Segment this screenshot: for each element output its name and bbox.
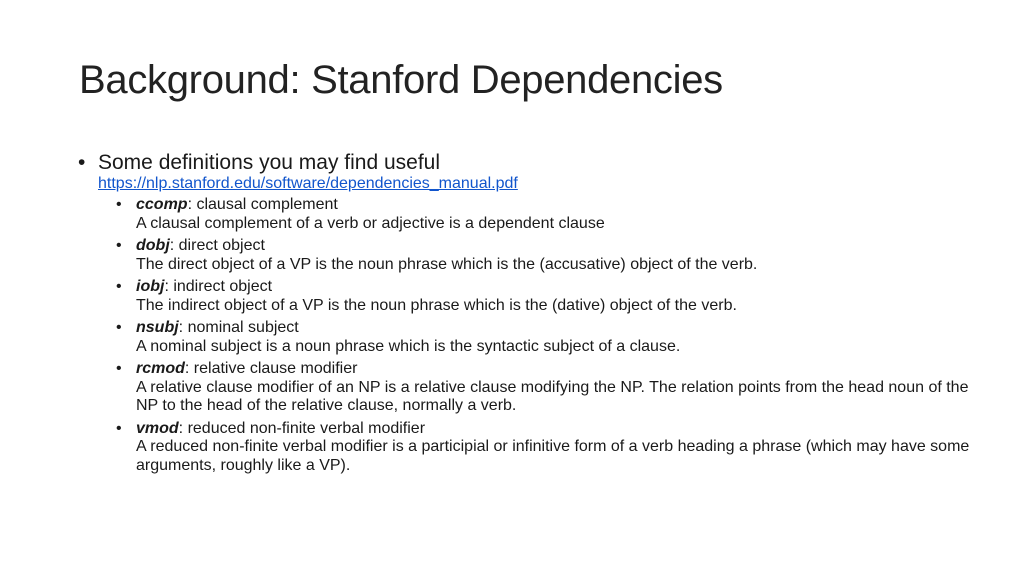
definition-ccomp [116,196,978,233]
definition-name: : clausal complement [187,196,338,213]
definition-term: ccomp [136,196,188,213]
slide-content [78,152,978,479]
definition-term: dobj [136,237,170,254]
definition-dobj [116,237,978,274]
main-bullet [78,152,978,194]
bullet-icon: • [116,237,122,254]
bullet-icon: • [116,278,122,295]
definition-list [78,196,978,475]
definition-term: vmod [136,419,179,437]
definition-text: A relative clause modifier of an NP is a relative clause modifying the NP. The relation points from the head noun of the NP to the head of the relative clause, normally a verb. [136,378,969,414]
definition-name: : indirect object [164,278,273,295]
definition-vmod [116,420,978,476]
definition-text: The indirect object of a VP is the noun phrase which is the (dative) object of the verb. [136,296,737,314]
definition-name: : reduced non-finite verbal modifier [178,419,426,437]
definition-rcmod [116,360,978,416]
bullet-icon: • [116,196,122,213]
definition-nsubj [116,319,978,356]
bullet-icon: • [116,419,122,437]
dependencies-manual-link[interactable]: https://nlp.stanford.edu/software/dependencies_manual.pdf [98,175,518,192]
definition-name: : nominal subject [178,319,299,336]
definition-term: rcmod [136,360,185,377]
definition-iobj [116,278,978,315]
definition-name: : relative clause modifier [184,360,358,377]
main-bullet-text: Some definitions you may find useful [98,151,441,174]
definition-term: nsubj [136,319,179,336]
bullet-icon: • [78,151,86,174]
bullet-icon: • [116,319,122,336]
definition-text: A reduced non-finite verbal modifier is a participial or infinitive form of a verb heading a phrase (which may have some arguments, roughly like a VP). [136,438,970,474]
definition-text: A clausal complement of a verb or adjective is a dependent clause [136,214,605,232]
definition-text: The direct object of a VP is the noun phrase which is the (accusative) object of the verb. [136,255,758,273]
definition-name: : direct object [169,237,265,254]
bullet-icon: • [116,360,122,377]
definition-term: iobj [136,278,165,295]
slide-title: Background: Stanford Dependencies [79,58,723,102]
definition-text: A nominal subject is a noun phrase which is the syntactic subject of a clause. [136,337,681,355]
